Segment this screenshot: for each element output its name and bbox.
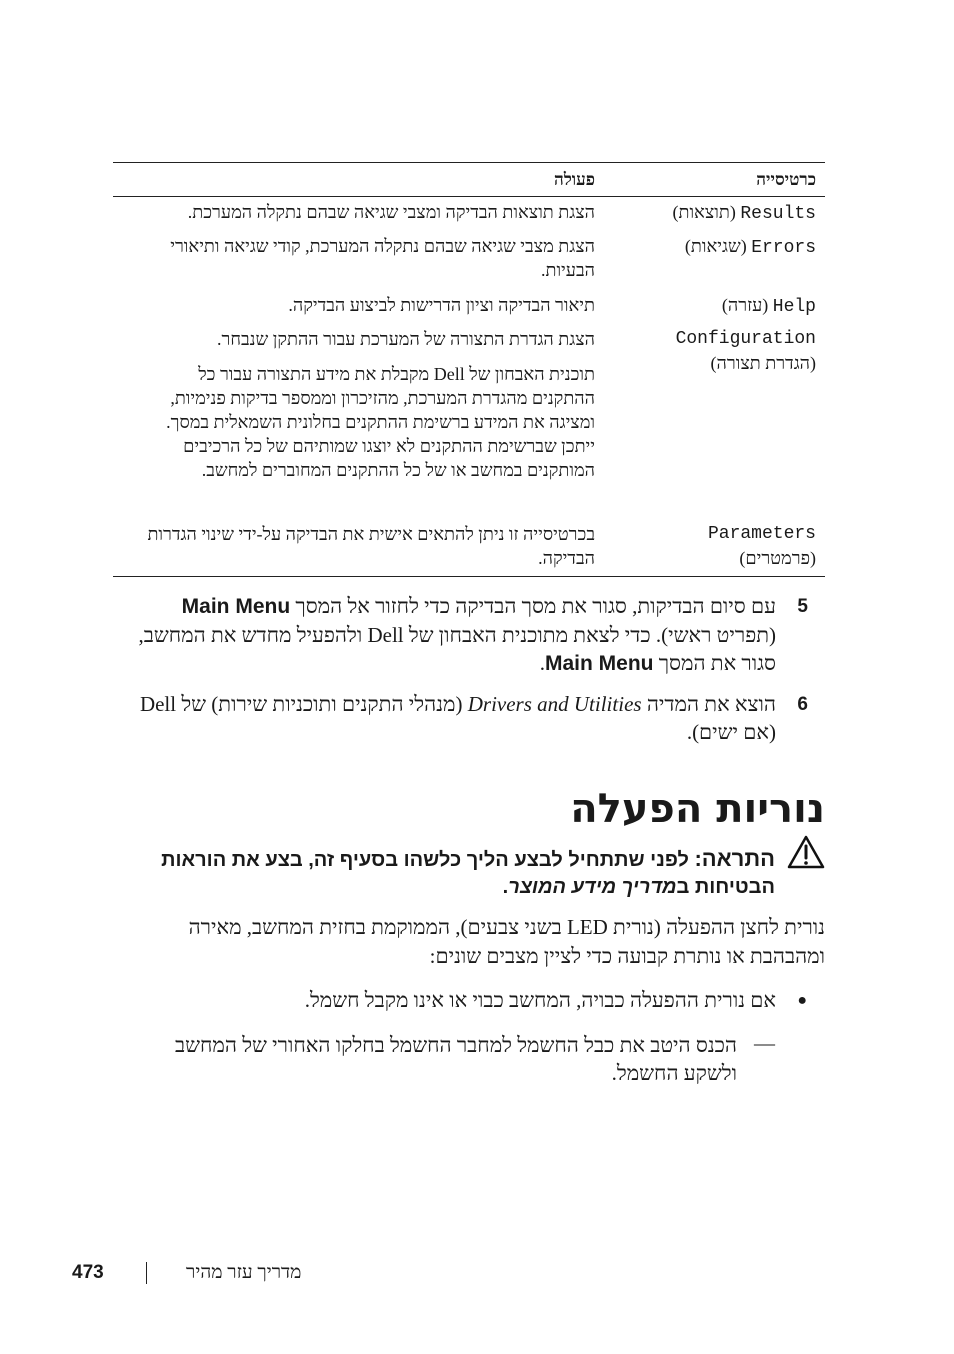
table-row-errors-desc: הצגת מצבי שגיאה שבהם נתקלה המערכת, קודי שגיאה ותיאורי הבעיות.	[170, 236, 595, 280]
step-5-text	[126, 592, 776, 678]
body-paragraph: נורית לחצן ההפעלה (נורית LED בשני צבעים), הממוקמת בחזית המחשב, מאירה ומהבהבת או נותרת קבועה כדי לציין מצבים שונים:	[188, 915, 825, 968]
table-top-rule	[113, 162, 825, 163]
step-text: (מנהלי התקנים ותוכניות שירות) של Dell (אם ישים).	[139, 692, 776, 744]
step-text: עם סיום הבדיקות, סגור את מסך הבדיקה כדי לחזור אל המסך	[290, 594, 776, 618]
warning-triangle-icon	[787, 835, 825, 869]
step-text: הוצא את המדיה	[641, 692, 776, 716]
media-name: Drivers and Utilities	[467, 692, 642, 716]
tab-name-en: Parameters	[707, 524, 816, 544]
footer-title: מדריך עזר מהיר	[186, 1262, 302, 1283]
tab-name-he: (עזרה)	[721, 295, 769, 315]
table-header-rule	[113, 196, 825, 197]
tab-name-he: (שגיאות)	[684, 236, 747, 256]
table-row-configuration-desc: הצגת הגדרת התצורה של המערכת עבור ההתקן שנבחר.	[216, 329, 595, 349]
tab-name-he: (פרמטרים)	[739, 548, 816, 568]
warning-doc-name: מדריך מידע המוצר	[508, 876, 677, 898]
sub-list-item: הכנס היטב את כבל החשמל למחבר החשמל בחלקו האחורי של המחשב ולשקע החשמל.	[175, 1033, 737, 1085]
section-heading: נוריות הפעלה	[570, 786, 825, 832]
table-row-parameters-tab	[616, 522, 816, 570]
list-item: אם נורית ההפעלה כבויה, המחשב כבוי או אינו מקבל חשמל.	[304, 988, 776, 1012]
warning-end: .	[502, 876, 509, 898]
step-6-text	[126, 690, 776, 746]
table-row-parameters-desc: בכרטיסייה זו ניתן להתאים אישית את הבדיקה על-ידי שינוי הגדרות הבדיקה.	[147, 524, 595, 568]
step-text: (תפריט ראשי). כדי לצאת מתוכנית האבחון של Dell ולהפעיל מחדש את המחשב, סגור את המסך	[138, 623, 776, 675]
footer-divider	[146, 1262, 147, 1284]
table-row-help-desc: תיאור הבדיקה וציון הדרישות לביצוע הבדיקה.	[288, 295, 595, 315]
table-row-help-tab	[616, 293, 816, 319]
step-number: 6	[797, 694, 808, 715]
table-row-errors-tab	[616, 234, 816, 260]
warning-text	[127, 845, 775, 901]
main-menu-label: Main Menu	[181, 595, 291, 618]
tab-name-en: Errors	[751, 238, 816, 258]
step-text: .	[539, 651, 545, 675]
table-header-tab: כרטיסייה	[756, 170, 816, 189]
step-number: 5	[797, 596, 808, 617]
tab-name-en: Configuration	[675, 329, 816, 349]
tab-name-he: (תוצאות)	[672, 202, 736, 222]
table-row-configuration-desc-extra: תוכנית האבחון של Dell מקבלת את מידע התצורה עבור כל ההתקנים מהגדרת המערכת, מהזיכרון וממספר בדיקות פנימיות, ומציגה את המידע ברשימת ההתקנים בחלונית השמאלית במסך. ייתכן שברשימת ההתקנים לא יוצגו שמותיהם של כל הרכיבים המותקנים במחשב או של כל ההתקנים המחוברים למחשב.	[166, 364, 595, 480]
main-menu-label: Main Menu	[544, 652, 654, 675]
warning-body: לפני שתתחיל לבצע הליך כלשהו בסעיף זה, בצע את הוראות הבטיחות ב	[161, 849, 775, 898]
page-number: 473	[72, 1262, 104, 1283]
tab-name-en: Results	[740, 204, 816, 224]
warning-label: התראה:	[694, 846, 775, 871]
tab-name-he: (הגדרת תצורה)	[710, 353, 816, 373]
bullet-icon: ●	[797, 992, 807, 1009]
table-bottom-rule	[113, 576, 825, 577]
table-row-configuration-tab	[616, 327, 816, 375]
table-row-results-tab	[616, 200, 816, 226]
table-row-results-desc: הצגת תוצאות הבדיקה ומצבי שגיאה שבהם נתקלה המערכת.	[187, 202, 595, 222]
table-header-action: פעולה	[554, 170, 595, 189]
tab-name-en: Help	[772, 297, 816, 317]
dash-icon: —	[754, 1031, 775, 1055]
